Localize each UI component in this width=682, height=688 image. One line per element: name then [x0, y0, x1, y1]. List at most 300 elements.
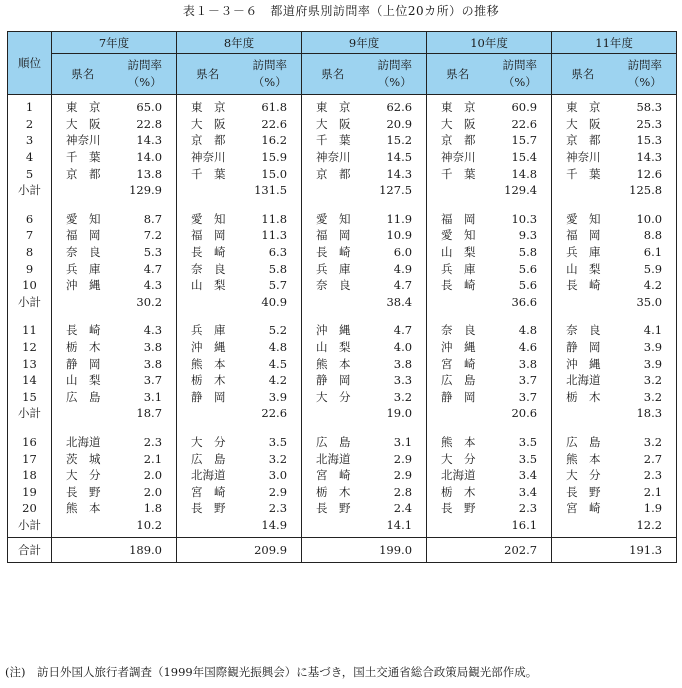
subtotal-label: 小計 [8, 405, 52, 422]
rate-cell: 11.9 [386, 211, 413, 226]
pref-cell [177, 294, 239, 311]
subtotal-label: 小計 [8, 182, 52, 199]
rank-header: 順位 [8, 32, 52, 95]
subtotal-value: 35.0 [614, 294, 677, 311]
pref-cell [427, 182, 489, 199]
rate-cell: 5.6 [518, 261, 538, 276]
pref-cell: 熊 本 [177, 355, 239, 372]
subtotal-value: 125.8 [614, 182, 677, 199]
pref-cell [177, 310, 239, 322]
table-row [8, 434, 677, 451]
pref-cell: 奈 良 [427, 322, 489, 339]
pref-cell [427, 538, 489, 563]
rate-cell: 14.3 [386, 166, 413, 181]
table-row [8, 372, 677, 389]
pref-cell: 大 分 [52, 467, 114, 484]
pref-cell: 沖 縄 [552, 355, 614, 372]
subtotal-value: 20.6 [511, 406, 538, 421]
pref-cell [177, 199, 239, 211]
rank-cell: 14 [8, 372, 52, 389]
rate-cell: 3.9 [614, 355, 677, 372]
pref-cell: 長 野 [302, 500, 364, 517]
pref-cell: 栃 木 [52, 339, 114, 356]
pref-cell [52, 294, 114, 311]
pref-cell: 長 野 [552, 483, 614, 500]
rate-header-line: 訪問率 [502, 58, 538, 72]
pref-cell [552, 310, 614, 322]
pref-cell: 北海道 [302, 450, 364, 467]
rate-header-unit: （%） [627, 75, 662, 89]
table-row [8, 99, 677, 116]
visit-rate-table [7, 31, 677, 563]
rate-cell: 3.7 [518, 373, 538, 388]
subtotal-value: 14.9 [261, 517, 288, 532]
rate-cell: 3.8 [393, 356, 413, 371]
pref-cell [302, 422, 364, 434]
pref-cell: 北海道 [552, 372, 614, 389]
rate-cell: 3.5 [518, 434, 538, 449]
pref-cell: 千 葉 [52, 149, 114, 166]
rate-cell: 4.5 [268, 356, 288, 371]
pref-cell [427, 405, 489, 422]
table-row [8, 116, 677, 133]
pref-cell: 福 岡 [427, 211, 489, 228]
pref-cell: 沖 縄 [52, 277, 114, 294]
pref-cell: 京 都 [177, 132, 239, 149]
pref-cell: 山 梨 [302, 339, 364, 356]
rate-cell: 22.6 [511, 116, 538, 131]
rank-cell [8, 199, 52, 211]
rank-cell: 5 [8, 165, 52, 182]
rate-cell: 5.9 [614, 260, 677, 277]
year-header: 11年度 [552, 32, 677, 54]
rate-cell: 11.8 [261, 211, 288, 226]
pref-column-header: 県名 [52, 54, 114, 95]
rate-cell [114, 310, 177, 322]
rate-cell: 2.3 [143, 434, 163, 449]
rate-cell: 3.7 [518, 389, 538, 404]
total-value: 199.0 [364, 538, 427, 563]
pref-cell: 長 崎 [177, 244, 239, 261]
subtotal-value: 129.9 [129, 183, 163, 198]
rate-cell [239, 310, 302, 322]
pref-cell [302, 538, 364, 563]
rate-header-unit: （%） [377, 75, 412, 89]
pref-cell [52, 182, 114, 199]
rate-cell: 15.0 [261, 166, 288, 181]
rate-cell: 3.9 [268, 389, 288, 404]
table-row [8, 483, 677, 500]
rank-cell: 18 [8, 467, 52, 484]
pref-cell: 長 野 [52, 483, 114, 500]
rate-cell: 2.3 [518, 501, 538, 516]
rate-column-header [489, 54, 552, 95]
pref-cell: 静 岡 [302, 372, 364, 389]
rate-cell: 4.8 [268, 340, 288, 355]
subtotal-value: 131.5 [254, 183, 288, 198]
rank-cell: 8 [8, 244, 52, 261]
rate-cell: 22.6 [261, 116, 288, 131]
subtotal-value: 10.2 [136, 517, 163, 532]
pref-cell [52, 310, 114, 322]
rate-cell: 25.3 [614, 116, 677, 133]
subtotal-value: 129.4 [504, 183, 538, 198]
rate-cell: 3.1 [393, 434, 413, 449]
table-row [8, 500, 677, 517]
rank-cell: 11 [8, 322, 52, 339]
table-row [8, 277, 677, 294]
rate-cell: 7.2 [143, 228, 163, 243]
pref-cell: 熊 本 [302, 355, 364, 372]
rank-cell: 6 [8, 211, 52, 228]
pref-cell: 兵 庫 [177, 322, 239, 339]
pref-cell: 大 阪 [177, 116, 239, 133]
pref-cell: 宮 崎 [552, 500, 614, 517]
pref-cell [177, 538, 239, 563]
rate-cell: 3.1 [143, 389, 163, 404]
pref-cell: 千 葉 [302, 132, 364, 149]
pref-cell: 熊 本 [52, 500, 114, 517]
pref-cell: 茨 城 [52, 450, 114, 467]
rank-cell: 19 [8, 483, 52, 500]
subtotal-row [8, 405, 677, 422]
pref-cell [52, 517, 114, 534]
subtotal-value: 30.2 [136, 294, 163, 309]
subtotal-label: 小計 [8, 517, 52, 534]
rate-cell: 20.9 [386, 116, 413, 131]
rate-cell: 9.3 [518, 228, 538, 243]
pref-cell: 栃 木 [427, 483, 489, 500]
table-row [8, 322, 677, 339]
rate-cell: 4.8 [518, 323, 538, 338]
pref-cell: 北海道 [52, 434, 114, 451]
year-header: 8年度 [177, 32, 302, 54]
pref-cell: 奈 良 [302, 277, 364, 294]
table-row [8, 149, 677, 166]
rate-cell: 4.7 [393, 323, 413, 338]
rate-cell: 2.4 [393, 501, 413, 516]
rate-cell [114, 422, 177, 434]
pref-cell [177, 422, 239, 434]
pref-cell [552, 405, 614, 422]
pref-cell [52, 405, 114, 422]
pref-cell: 福 岡 [177, 227, 239, 244]
rate-cell: 58.3 [614, 99, 677, 116]
pref-cell: 長 野 [177, 500, 239, 517]
subtotal-value: 127.5 [379, 183, 413, 198]
rate-header-line: 訪問率 [627, 58, 663, 72]
pref-cell [302, 517, 364, 534]
pref-cell: 山 梨 [552, 260, 614, 277]
pref-cell: 長 野 [427, 500, 489, 517]
rate-cell: 10.3 [511, 211, 538, 226]
pref-cell: 愛 知 [552, 211, 614, 228]
subtotal-value: 19.0 [386, 406, 413, 421]
pref-cell: 京 都 [427, 132, 489, 149]
pref-cell: 山 梨 [427, 244, 489, 261]
rate-cell: 4.3 [143, 278, 163, 293]
pref-cell: 大 分 [302, 389, 364, 406]
pref-cell: 静 岡 [52, 355, 114, 372]
rate-header-unit: （%） [127, 75, 162, 89]
rate-cell: 5.8 [268, 261, 288, 276]
pref-cell [177, 517, 239, 534]
pref-cell: 長 崎 [302, 244, 364, 261]
rate-cell: 2.8 [393, 484, 413, 499]
rate-cell: 2.1 [614, 483, 677, 500]
rate-cell: 3.2 [614, 434, 677, 451]
pref-cell [427, 294, 489, 311]
pref-cell: 大 分 [552, 467, 614, 484]
rate-cell: 3.8 [143, 340, 163, 355]
pref-column-header: 県名 [552, 54, 614, 95]
pref-cell [302, 182, 364, 199]
pref-cell: 兵 庫 [427, 260, 489, 277]
rate-cell: 3.2 [614, 372, 677, 389]
spacer-row [8, 422, 677, 434]
rate-cell: 65.0 [136, 100, 163, 115]
total-value: 209.9 [239, 538, 302, 563]
subtotal-value: 22.6 [261, 406, 288, 421]
rate-cell [614, 199, 677, 211]
pref-cell: 長 崎 [552, 277, 614, 294]
rank-cell: 4 [8, 149, 52, 166]
table-row [8, 211, 677, 228]
pref-cell: 福 岡 [302, 227, 364, 244]
rate-cell: 15.4 [511, 150, 538, 165]
year-header: 7年度 [52, 32, 177, 54]
rank-cell: 7 [8, 227, 52, 244]
pref-cell [177, 405, 239, 422]
total-value: 189.0 [114, 538, 177, 563]
pref-cell [427, 310, 489, 322]
rate-cell: 14.0 [136, 150, 163, 165]
rate-cell: 14.8 [511, 166, 538, 181]
subtotal-value: 16.1 [511, 517, 538, 532]
rate-cell: 4.0 [393, 340, 413, 355]
pref-column-header: 県名 [177, 54, 239, 95]
pref-cell [552, 422, 614, 434]
pref-cell: 静 岡 [552, 339, 614, 356]
pref-cell: 広 島 [52, 389, 114, 406]
rate-cell: 3.5 [268, 434, 288, 449]
rate-cell: 10.0 [614, 211, 677, 228]
pref-cell: 愛 知 [52, 211, 114, 228]
rate-cell: 8.7 [143, 211, 163, 226]
rate-cell: 8.8 [614, 227, 677, 244]
table-row [8, 132, 677, 149]
pref-cell: 東 京 [302, 99, 364, 116]
rank-cell [8, 310, 52, 322]
rank-cell: 9 [8, 260, 52, 277]
pref-cell: 沖 縄 [302, 322, 364, 339]
table-row [8, 165, 677, 182]
pref-cell: 東 京 [552, 99, 614, 116]
rate-cell: 1.9 [614, 500, 677, 517]
pref-cell: 熊 本 [552, 450, 614, 467]
rate-cell: 5.7 [268, 278, 288, 293]
rate-cell: 6.1 [614, 244, 677, 261]
pref-cell [302, 199, 364, 211]
rate-cell: 12.6 [614, 165, 677, 182]
pref-cell: 北海道 [177, 467, 239, 484]
pref-cell [427, 422, 489, 434]
rate-cell: 5.3 [143, 245, 163, 260]
subtotal-value: 12.2 [614, 517, 677, 534]
pref-cell: 長 崎 [427, 277, 489, 294]
rate-cell: 13.8 [136, 166, 163, 181]
table-row [8, 227, 677, 244]
rate-cell: 5.2 [268, 323, 288, 338]
rate-cell: 2.9 [268, 484, 288, 499]
pref-cell [177, 182, 239, 199]
rate-cell [364, 199, 427, 211]
pref-cell: 福 岡 [552, 227, 614, 244]
pref-cell: 大 阪 [302, 116, 364, 133]
rate-cell: 1.8 [143, 501, 163, 516]
table-row [8, 260, 677, 277]
rank-cell: 13 [8, 355, 52, 372]
pref-cell: 静 岡 [177, 389, 239, 406]
pref-cell: 京 都 [302, 165, 364, 182]
pref-cell: 宮 崎 [177, 483, 239, 500]
pref-cell: 山 梨 [52, 372, 114, 389]
rate-cell: 62.6 [386, 100, 413, 115]
subtotal-row [8, 517, 677, 534]
rate-cell: 14.3 [136, 133, 163, 148]
rate-cell: 3.2 [268, 451, 288, 466]
rate-cell: 2.0 [143, 468, 163, 483]
pref-cell [552, 538, 614, 563]
rate-cell: 15.7 [511, 133, 538, 148]
rate-cell: 15.9 [261, 150, 288, 165]
pref-cell: 長 崎 [52, 322, 114, 339]
pref-cell: 大 阪 [427, 116, 489, 133]
pref-cell: 東 京 [52, 99, 114, 116]
pref-cell [552, 517, 614, 534]
pref-cell [427, 199, 489, 211]
rate-header-unit: （%） [252, 75, 287, 89]
table-row [8, 389, 677, 406]
pref-cell: 広 島 [177, 450, 239, 467]
pref-cell: 神奈川 [302, 149, 364, 166]
rate-cell: 3.3 [393, 373, 413, 388]
pref-cell: 栃 木 [302, 483, 364, 500]
rate-cell: 4.2 [614, 277, 677, 294]
rate-cell: 3.2 [614, 389, 677, 406]
pref-cell [52, 422, 114, 434]
subtotal-value: 36.6 [511, 294, 538, 309]
rank-cell: 2 [8, 116, 52, 133]
rate-header-line: 訪問率 [377, 58, 413, 72]
rate-cell: 5.8 [518, 245, 538, 260]
rank-cell: 16 [8, 434, 52, 451]
rate-column-header [614, 54, 677, 95]
pref-cell: 宮 崎 [302, 467, 364, 484]
pref-cell [302, 405, 364, 422]
rate-cell: 4.1 [614, 322, 677, 339]
subtotal-value: 38.4 [386, 294, 413, 309]
table-row [8, 355, 677, 372]
rate-cell: 2.9 [393, 451, 413, 466]
rate-cell [364, 422, 427, 434]
table-row [8, 244, 677, 261]
rate-cell: 61.8 [261, 100, 288, 115]
spacer-row [8, 199, 677, 211]
pref-cell: 静 岡 [427, 389, 489, 406]
rate-cell: 4.7 [143, 261, 163, 276]
rate-cell: 15.3 [614, 132, 677, 149]
rate-cell: 3.2 [393, 389, 413, 404]
subtotal-row [8, 182, 677, 199]
pref-cell: 奈 良 [177, 260, 239, 277]
rate-cell [489, 422, 552, 434]
pref-cell: 熊 本 [427, 434, 489, 451]
rate-cell: 15.2 [386, 133, 413, 148]
pref-cell [52, 538, 114, 563]
rate-column-header [364, 54, 427, 95]
pref-cell: 京 都 [552, 132, 614, 149]
pref-cell: 兵 庫 [52, 260, 114, 277]
rate-cell: 3.8 [518, 356, 538, 371]
pref-cell: 宮 崎 [427, 355, 489, 372]
rate-cell [614, 310, 677, 322]
rate-cell [489, 310, 552, 322]
pref-cell: 広 島 [552, 434, 614, 451]
pref-cell [302, 310, 364, 322]
rate-cell: 14.3 [614, 149, 677, 166]
pref-cell: 東 京 [177, 99, 239, 116]
pref-cell: 千 葉 [552, 165, 614, 182]
pref-cell: 東 京 [427, 99, 489, 116]
pref-cell: 愛 知 [427, 227, 489, 244]
pref-cell: 千 葉 [177, 165, 239, 182]
pref-cell [552, 182, 614, 199]
pref-cell: 愛 知 [302, 211, 364, 228]
pref-cell [52, 199, 114, 211]
subtotal-value: 18.3 [614, 405, 677, 422]
pref-cell: 大 分 [177, 434, 239, 451]
rate-cell: 4.7 [393, 278, 413, 293]
rate-cell: 3.4 [518, 468, 538, 483]
rate-cell: 4.6 [518, 340, 538, 355]
pref-cell: 沖 縄 [427, 339, 489, 356]
rate-cell: 4.9 [393, 261, 413, 276]
pref-cell: 大 分 [427, 450, 489, 467]
rate-cell [239, 422, 302, 434]
pref-cell: 兵 庫 [552, 244, 614, 261]
pref-cell: 神奈川 [552, 149, 614, 166]
rate-cell: 2.7 [614, 450, 677, 467]
total-label: 合計 [8, 538, 52, 563]
rate-cell: 3.8 [143, 356, 163, 371]
rate-cell: 5.6 [518, 278, 538, 293]
table-title: 表１－３－６ 都道府県別訪問率（上位20カ所）の推移 [182, 4, 500, 18]
rank-cell: 3 [8, 132, 52, 149]
rate-cell: 3.9 [614, 339, 677, 356]
rate-cell: 2.3 [614, 467, 677, 484]
rate-cell: 4.3 [143, 323, 163, 338]
rank-cell: 1 [8, 99, 52, 116]
rank-cell: 20 [8, 500, 52, 517]
rate-cell: 6.0 [393, 245, 413, 260]
table-row [8, 467, 677, 484]
subtotal-row [8, 294, 677, 311]
pref-column-header: 県名 [302, 54, 364, 95]
pref-column-header: 県名 [427, 54, 489, 95]
pref-cell [302, 294, 364, 311]
pref-cell: 沖 縄 [177, 339, 239, 356]
